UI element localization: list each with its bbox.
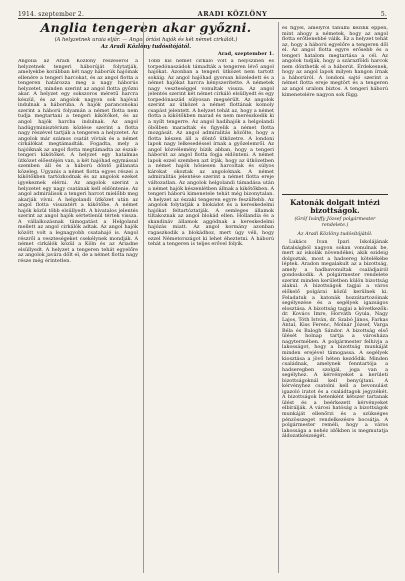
article-continuation: [282, 26, 388, 191]
second-article-body: Lukács Ivan Ipari Iskolájának fiatalságból nagyon sokan vonulnak be, mert az iskolák növendékei, akik ezideig dolgoztak, most a hadsereg kötelékébe léptek. Aradon megalakult az a bizottság, amely a hadbavonultak családjairól gondoskodik. A polgármester rendelete szerint minden kerületben külön bizottság alakul. A bizottságok tagjai a város előkelő polgárai közül kerülnek ki. Feladatuk a katonák hozzátartozóinak segélyezése és a segélyek igazságos elosztása. A bizottság tagjai a következők: dr. Kovács Imre, Horváth Gyula, Nagy Lajos, Tóth István, dr. Szabó János, Farkas Antal, Kiss Ferenc, Molnár József, Varga Béla és Balogh Sándor. A bizottság első ülését holnap tartja a városháza nagytermében. A polgármester felhívja a lakosságot, hogy a bizottság munkáját minden erejével támogassa. A segélyek kiosztása a jövő héten kezdődik. Minden családnak, amelynek fenntartója a hadseregben szolgál, joga van a segélyhez. A kérvényeket a kerületi bizottságoknál kell benyújtani. A kérvényhez csatolni kell a bevonulást igazoló iratot és a családtagok jegyzékét. A bizottságok hetenként kétszer tartanak ülést és a beérkezett kérvényeket elbírálják. A városi hatóság a bizottságok munkáját ellenőrzi és a szükséges pénzösszeget rendelkezésre bocsátja. A polgármester reméli, hogy a város lakossága a nehéz időkben is megmutatja áldozatkészségét.: [282, 239, 388, 440]
article-body-text: es figyel, amelyről tanulni kezdik éppen, mint ahogy a németek, hogy az angol flotta erőtlenebbé válik. Ez a helyzet tehát az, hogy a háború egyelőre a tengeren dől el. Az angol flotta egyre erősebb és a tengeri hatalom megtartása a cél. Az angolok tudják, hogy a szárazföldi harcok nem dönthetik el a háborút. Érdekesnek, hogy az angol lapok milyen hangon írnak a háborúról. A londoni sajtó szerint a német flotta ereje megtört és a tengeren az angol uralom biztos. A tengeri háború kimenetelére nagyon sok függ.: [282, 26, 388, 98]
article-separator: [282, 194, 388, 195]
second-article-headline: Katonák dolgait intézi bizottságok.: [290, 198, 380, 216]
page-number: 5.: [380, 11, 387, 18]
article-column-2: [148, 59, 274, 573]
issue-date: 1914. szeptember 2.: [18, 11, 85, 18]
column-divider: [143, 22, 144, 573]
article-dateline: Arad, szeptember 1.: [217, 51, 274, 57]
article-column-1: [18, 59, 138, 573]
article-column-3: [282, 26, 388, 573]
newspaper-name: ARADI KÖZLÖNY: [197, 10, 268, 18]
page-header: [18, 7, 387, 19]
second-article-source: Az Aradi Közlöny tudósítójától.: [297, 231, 373, 237]
column-divider: [278, 22, 279, 573]
article-body-text: Több kis német cirkáló volt a helyszínen és torpedónaszádok támadták a tengeren lévő angol hajókat. Azonban a tengeri ütközet nem tartott sokáig. Az angol hajóhad gyorsan közeledett és a német hajókat harcra kényszerítette. A németek nagy veszteséggel vonultak vissza. Az angol jelentés szerint két német cirkáló elsüllyedt és egy torpedónaszád súlyosan megsérült. Az angolok szerint az ütközet a német flottának komoly csapást jelentett. A helyzet tehát az, hogy a német flotta a kikötőkben marad és nem merészkedik ki a nyílt tengerre. Az angol hadihajók a helgolandi öbölben maradtak és figyelik a német flotta mozgását. Az angol admiralitás közölte, hogy a flotta készen áll a döntő ütközetre. A londoni lapok nagy lelkesedéssel írnak a győzelemről. Az angol közvélemény bízik abban, hogy a tengeri háborút az angol flotta fogja eldönteni. A német lapok ezzel szemben azt írják, hogy az ütközetben a német hajók hősiesen harcoltak és súlyos károkat okoztak az angoloknak. A német admiralitás jelentése szerint a német flotta ereje változatlan. Az angolok helgolandi támadása után a német hajók készenlétben állnak a kikötőkben. A tengeri háború kimenetele tehát még bizonytalan. A helyzet az északi tengeren egyre feszültebb. Az angolok folytatják a blokádot és a kereskedelmi hajókat feltartóztatják. A semleges államok tiltakoznak az angol blokád ellen. Hollandia és a skandináv államok aggódnak a kereskedelmi hajózás miatt. Az angol kormány azonban ragaszkodik a blokádhoz, mert úgy véli, hogy ezzel Németországot ki lehet éheztetni. A háború tehát a tengeren is teljes erővel folyik.: [148, 59, 274, 248]
article-subtitle: (A helyzetnek uraia eljár. — Angol óriási hajók és két német cirkálót.): [54, 37, 238, 43]
article-headline: Anglia tengeren akar győzni.: [40, 20, 252, 35]
article-body-text: Angolia az Aradi Közlöny részéséről a helyzetnek tengeri háborúját folytatják, amelyekbe korábban két nagy háborúk hajóinak ellenére a tengeri harcokat, és az angol flotta a tengeren határozza meg a nagy háborús helyzetet, minden szerint az angol flotta győzni akar. A helyzet egy sokszoros méretű harcra készül, és az angolok nagyon sok hajóval indulnak a háborúba. A hajók parancsnokai szerint a háború folyamán a német flotta nem tudja megtartani a tengeri kikötőket, és az angol hajók harcba indulnak. Az angol hadügyminisztérium közlése szerint a flotta nagy részével tartják a tengeren a helyzetet. Az angolok már számos csatát vívtak és a német cirkálókat megtámadták. Fogadta, mely a hajóiknak az angol flotta megtámadta az észak-tengeri kikötőket. A helyzet egy hatalmas ütközet előestéjén van, a két hajóhad egymással szemben áll és a háború döntő pillanata közeleg. Ugyanis a német flotta egyes részei a kikötőkben tartózkodnak és az angolok ezeket igyekeznek elérni. Az angolok szerint a helyzetet egy nagy csatának kell eldöntenie. Az angol admirálisok a tengeri harcot mielőbb meg akarják vívni. A helgolandi ütközet után az angol flotta visszatért a kikötőbe. A német hajók közül több elsüllyedt. A hivatalos jelentés szerint az angol hajók sértetlenül tértek vissza. A vállalkozásnak támogatást a Helgoland mellett az angol cirkálók adtak. Az angol hajók között volt a legnagyobb csatahajó is. Angol részről a veszteségeket csekélynek mondják. A német cirkálók közül a Köln és az Ariadne elsüllyedt. A helyzet a tengeren tehát egyelőre az angolok javára dőlt el, de a német flotta nagy része még érintetlen.: [18, 59, 138, 264]
second-article-subtitle: (Gróf Ivánffy József polgármester rendelete.): [294, 217, 376, 228]
article-source: Az Aradi Közlöny tudósítójától.: [101, 44, 191, 50]
